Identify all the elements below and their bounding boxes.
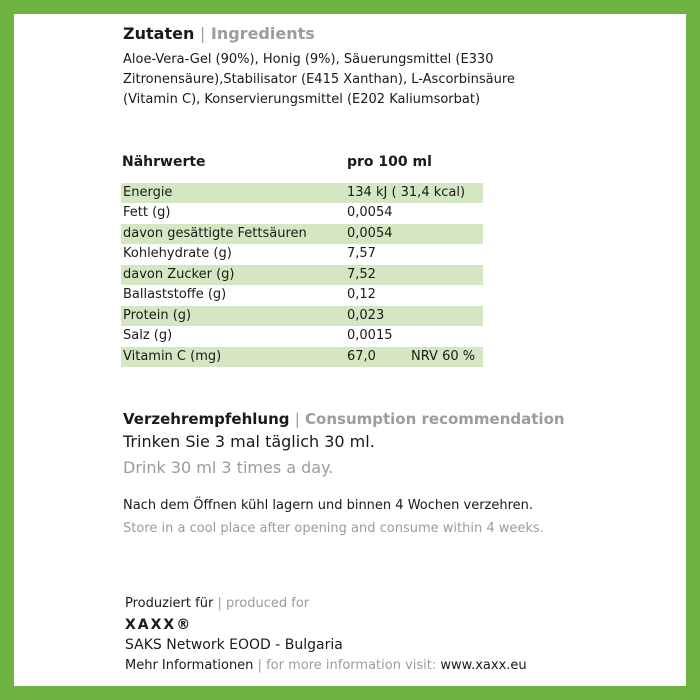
nutrition-label: Fett (g) [123, 205, 171, 220]
heading-separator: | [217, 596, 222, 611]
heading-separator: | [199, 24, 206, 43]
recommendation-text-en: Drink 30 ml 3 times a day. [123, 458, 334, 477]
nutrition-label: Salz (g) [123, 328, 173, 343]
nutrition-row-carbohydrates [121, 244, 483, 264]
nutrition-label: davon gesättigte Fettsäuren [123, 226, 307, 241]
nutrition-row-vitamin-c [121, 347, 483, 367]
nutrition-row-saturated-fat [121, 224, 483, 244]
nutrition-value: 0,0015 [347, 328, 393, 343]
nutrition-value: 0,023 [347, 308, 385, 323]
nutrition-value: 67,0 [347, 349, 376, 364]
nutrition-row-protein [121, 306, 483, 326]
nutrition-row-energy [121, 183, 483, 203]
website-link[interactable]: www.xaxx.eu [440, 658, 527, 673]
nutrition-label: Kohlehydrate (g) [123, 246, 232, 261]
more-info-de: Mehr Informationen [125, 658, 254, 673]
nutrition-row-salt [121, 326, 483, 346]
nutrition-header-label: Nährwerte [122, 154, 206, 170]
recommendation-heading-en: Consumption recommendation [305, 410, 565, 428]
nutrition-header-per: pro 100 ml [347, 154, 432, 170]
nutrition-label: Protein (g) [123, 308, 192, 323]
nutrition-label: Energie [123, 185, 173, 200]
recommendation-heading [123, 410, 565, 428]
more-info-en: for more information visit: [266, 658, 437, 673]
nutrition-value: 7,52 [347, 267, 376, 282]
more-info-separator: | [257, 658, 262, 673]
ingredients-text: Aloe-Vera-Gel (90%), Honig (9%), Säuerungsmittel (E330 Zitronensäure),Stabilisator (E415 Xanthan), L-Ascorbinsäure (Vitamin C), Konservierungsmittel (E202 Kaliumsorbat) [123, 52, 515, 107]
nutrition-row-fat [121, 203, 483, 223]
producer-heading [125, 596, 309, 611]
nutrition-extra: NRV 60 % [411, 349, 476, 364]
nutrition-value: 134 kJ ( 31,4 kcal) [347, 185, 466, 200]
more-info-line [125, 658, 527, 673]
nutrition-value: 0,0054 [347, 226, 393, 241]
nutrition-label: Vitamin C (mg) [123, 349, 222, 364]
ingredients-heading-de: Zutaten [123, 24, 195, 43]
recommendation-heading-de: Verzehrempfehlung [123, 410, 290, 428]
heading-separator: | [294, 410, 300, 428]
nutrition-row-fiber [121, 285, 483, 305]
storage-text-en: Store in a cool place after opening and consume within 4 weeks. [123, 521, 544, 536]
nutrition-value: 7,57 [347, 246, 376, 261]
nutrition-value: 0,0054 [347, 205, 393, 220]
nutrition-label: davon Zucker (g) [123, 267, 235, 282]
producer-heading-de: Produziert für [125, 596, 214, 611]
nutrition-row-sugar [121, 265, 483, 285]
label-panel [14, 14, 686, 686]
recommendation-text-de: Trinken Sie 3 mal täglich 30 ml. [123, 432, 375, 451]
brand-name: XAXX® [125, 617, 193, 633]
nutrition-value: 0,12 [347, 287, 376, 302]
ingredients-heading-en: Ingredients [210, 24, 315, 43]
ingredients-heading [123, 24, 315, 43]
storage-text-de: Nach dem Öffnen kühl lagern und binnen 4 Wochen verzehren. [123, 498, 534, 513]
producer-heading-en: produced for [225, 596, 310, 611]
nutrition-label: Ballaststoffe (g) [123, 287, 227, 302]
company-name: SAKS Network EOOD - Bulgaria [125, 637, 343, 653]
